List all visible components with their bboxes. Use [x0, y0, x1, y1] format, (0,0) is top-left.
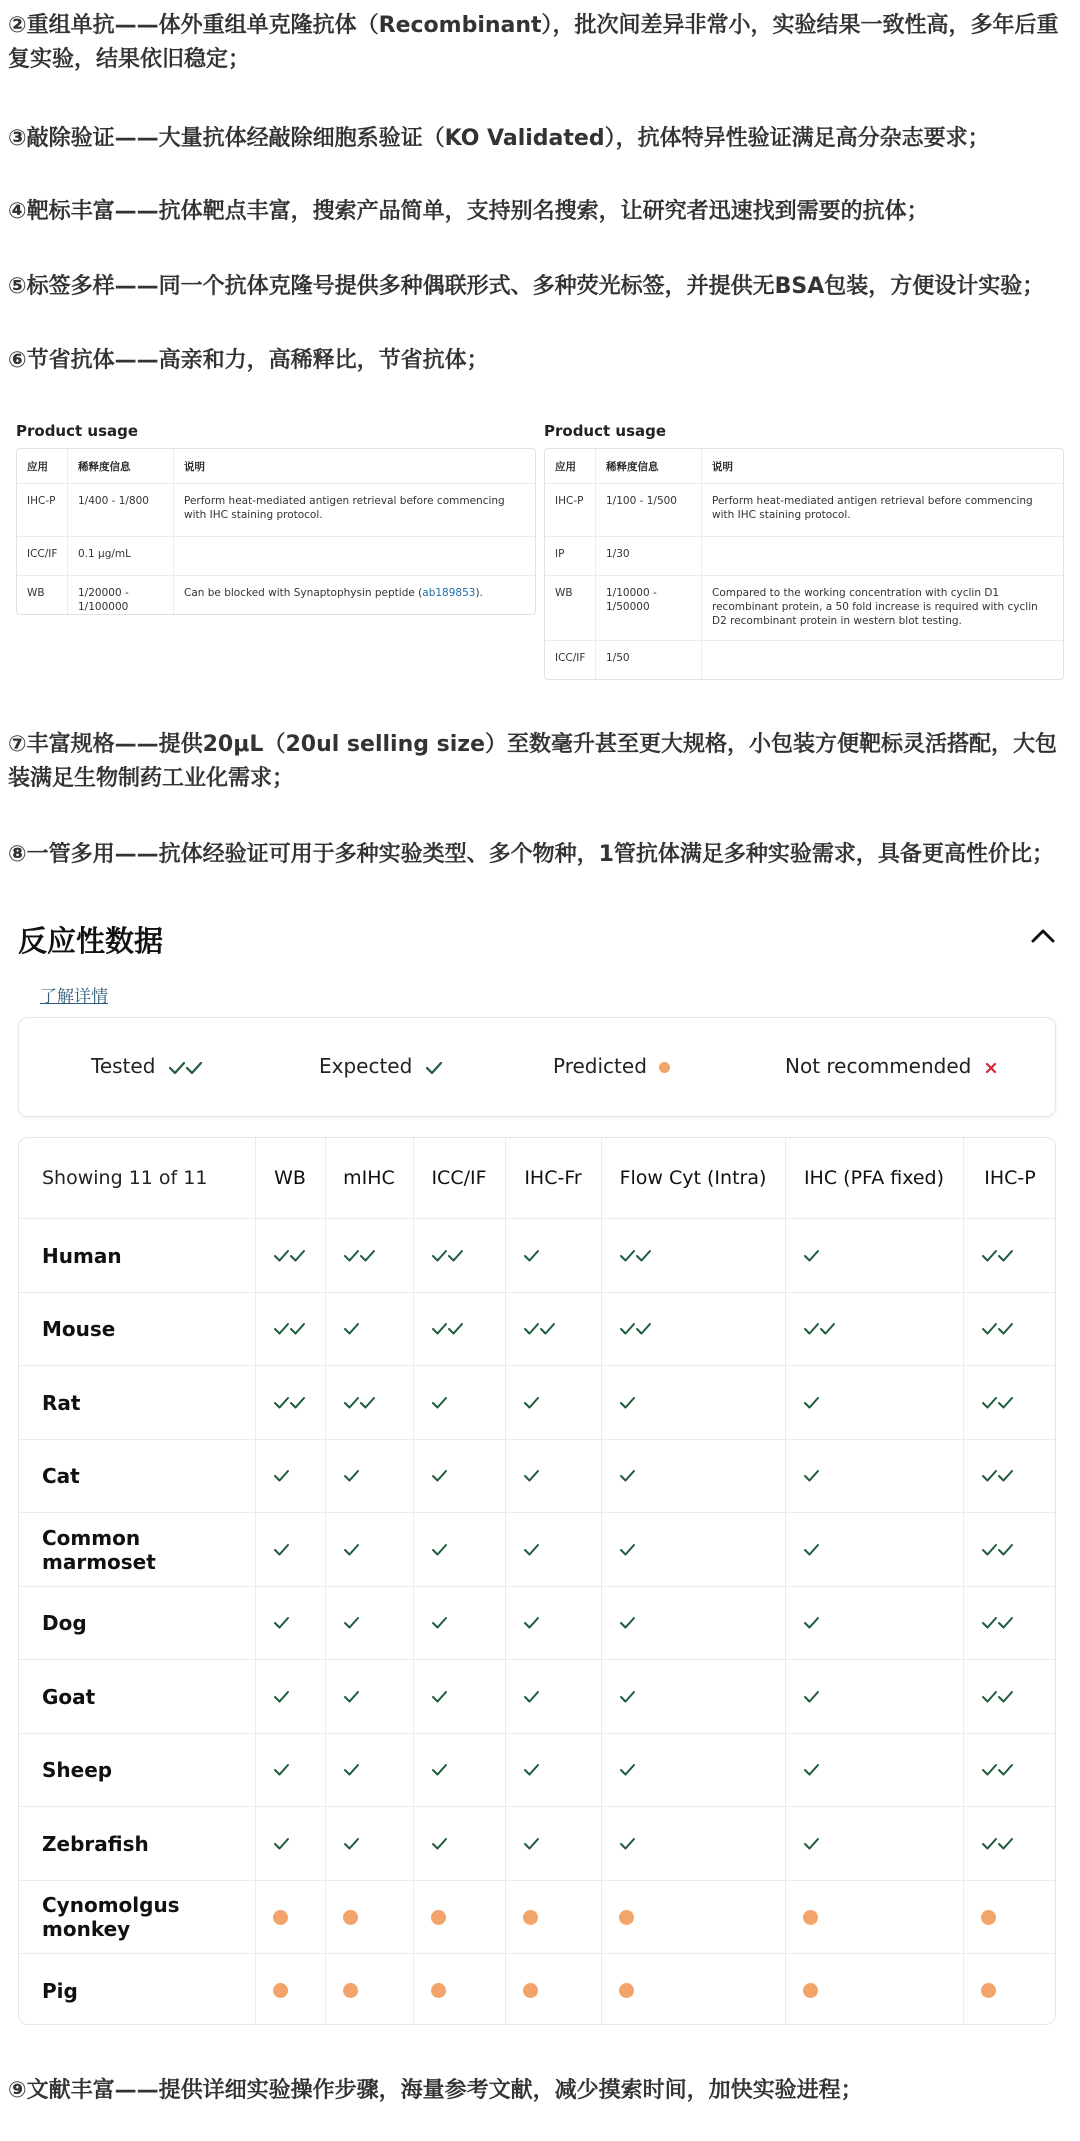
check-icon	[803, 1366, 963, 1440]
legend-label: Expected	[319, 1054, 413, 1078]
cell-note	[173, 537, 535, 575]
check-icon	[431, 1513, 505, 1587]
double-check-icon	[803, 1293, 963, 1367]
check-icon	[273, 1734, 325, 1808]
double-check-icon	[981, 1807, 1056, 1881]
cell-app: WB	[27, 587, 45, 599]
table-row	[17, 536, 535, 575]
feature-tags: ⑤标签多样——同一个抗体克隆号提供多种偶联形式、多种荧光标签，并提供无BSA包装，方便设计实验；	[8, 274, 1045, 299]
check-icon	[343, 1807, 413, 1881]
chevron-up-icon[interactable]	[1030, 926, 1056, 946]
check-icon	[431, 1587, 505, 1661]
feature-targets: ④靶标丰富——抗体靶点丰富，搜索产品简单，支持别名搜索，让研究者迅速找到需要的抗体；	[8, 199, 929, 224]
table-row	[19, 1365, 1055, 1440]
predicted-dot-icon	[981, 1954, 1056, 2025]
check-icon	[343, 1513, 413, 1587]
feature-ko-validated: ③敲除验证——大量抗体经敲除细胞系验证（KO Validated），抗体特异性验证满足高分杂志要求；	[8, 126, 990, 151]
header-application: 应用	[555, 461, 576, 473]
check-icon	[343, 1293, 413, 1367]
check-icon	[803, 1734, 963, 1808]
check-icon	[343, 1660, 413, 1734]
table-row	[17, 575, 535, 614]
cell-dilution: 1/20000 - 1/100000	[67, 576, 173, 614]
check-icon	[431, 1734, 505, 1808]
predicted-dot-icon	[803, 1881, 963, 1955]
peptide-link[interactable]: ab189853	[422, 587, 476, 599]
legend-label: Predicted	[553, 1054, 647, 1078]
double-check-icon	[981, 1219, 1056, 1293]
table-row	[19, 1733, 1055, 1808]
cell-app: ICC/IF	[27, 548, 58, 560]
predicted-dot-icon	[273, 1954, 325, 2025]
check-icon	[273, 1587, 325, 1661]
predicted-dot-icon	[523, 1954, 601, 2025]
cell-dilution: 1/400 - 1/800	[67, 484, 173, 536]
cell-app: IP	[555, 548, 565, 560]
cell-app: WB	[555, 587, 573, 599]
note-text: ).	[475, 587, 483, 599]
cell-app: IHC-P	[27, 495, 56, 507]
check-icon	[523, 1587, 601, 1661]
check-icon	[343, 1440, 413, 1514]
check-icon	[523, 1366, 601, 1440]
check-icon	[425, 1060, 443, 1076]
product-usage-title: Product usage	[544, 422, 667, 440]
double-check-icon	[168, 1060, 204, 1076]
product-usage-title: Product usage	[16, 422, 139, 440]
double-check-icon	[343, 1366, 413, 1440]
column-header: IHC-Fr	[524, 1167, 582, 1189]
note-text: Can be blocked with Synaptophysin peptide (	[184, 587, 423, 599]
learn-more-link[interactable]: 了解详情	[40, 987, 108, 1007]
predicted-dot-icon	[343, 1954, 413, 2025]
reactivity-legend	[18, 1017, 1056, 1117]
species-name: Human	[42, 1243, 122, 1268]
cell-note	[701, 641, 1063, 679]
check-icon	[431, 1807, 505, 1881]
double-check-icon	[273, 1366, 325, 1440]
double-check-icon	[619, 1219, 785, 1293]
legend-label: Not recommended	[785, 1054, 972, 1078]
species-name: Sheep	[42, 1758, 113, 1783]
double-check-icon	[981, 1587, 1056, 1661]
check-icon	[273, 1660, 325, 1734]
column-header: ICC/IF	[431, 1167, 487, 1189]
check-icon	[431, 1366, 505, 1440]
species-name: Rat	[42, 1390, 81, 1415]
check-icon	[803, 1219, 963, 1293]
legend-label: Tested	[91, 1054, 156, 1078]
check-icon	[803, 1807, 963, 1881]
feature-literature: ⑨文献丰富——提供详细实验操作步骤，海量参考文献，减少摸索时间，加快实验进程；	[8, 2078, 863, 2103]
double-check-icon	[981, 1440, 1056, 1514]
legend-not-recommended	[785, 1054, 998, 1078]
product-usage-left	[16, 422, 536, 615]
cell-dilution: 1/50	[595, 641, 701, 679]
table-row	[545, 575, 1063, 640]
check-icon	[523, 1807, 601, 1881]
predicted-dot-icon	[619, 1881, 785, 1955]
check-icon	[431, 1440, 505, 1514]
check-icon	[273, 1440, 325, 1514]
double-check-icon	[273, 1293, 325, 1367]
check-icon	[343, 1734, 413, 1808]
double-check-icon	[523, 1293, 601, 1367]
header-dilution: 稀释度信息	[67, 449, 173, 483]
legend-predicted	[553, 1054, 670, 1078]
double-check-icon	[431, 1293, 505, 1367]
header-notes: 说明	[173, 449, 535, 483]
check-icon	[523, 1513, 601, 1587]
table-row	[17, 483, 535, 536]
check-icon	[619, 1807, 785, 1881]
check-icon	[523, 1219, 601, 1293]
reactivity-table	[18, 1137, 1056, 2025]
predicted-dot-icon	[273, 1881, 325, 1955]
double-check-icon	[273, 1219, 325, 1293]
table-row	[545, 640, 1063, 679]
table-row	[19, 1806, 1055, 1881]
species-name: Cat	[42, 1464, 80, 1489]
double-check-icon	[981, 1293, 1056, 1367]
cell-note: Perform heat-mediated antigen retrieval before commencing with IHC staining protocol.	[701, 484, 1063, 536]
table-row	[545, 483, 1063, 536]
double-check-icon	[619, 1293, 785, 1367]
double-check-icon	[981, 1513, 1056, 1587]
predicted-dot-icon	[523, 1881, 601, 1955]
showing-count: Showing 11 of 11	[42, 1167, 208, 1189]
check-icon	[523, 1660, 601, 1734]
double-check-icon	[343, 1219, 413, 1293]
check-icon	[619, 1734, 785, 1808]
legend-tested	[91, 1054, 204, 1078]
cell-dilution: 1/10000 - 1/50000	[595, 576, 701, 640]
column-header: IHC-P	[984, 1167, 1036, 1189]
column-header: mIHC	[343, 1167, 395, 1189]
table-row	[19, 1659, 1055, 1734]
product-usage-table	[16, 448, 536, 615]
check-icon	[343, 1587, 413, 1661]
product-usage-table	[544, 448, 1064, 680]
table-header-row	[19, 1138, 1055, 1218]
check-icon	[273, 1807, 325, 1881]
species-name: Goat	[42, 1684, 96, 1709]
check-icon	[619, 1660, 785, 1734]
cell-dilution: 1/100 - 1/500	[595, 484, 701, 536]
check-icon	[619, 1366, 785, 1440]
check-icon	[523, 1734, 601, 1808]
predicted-dot-icon	[981, 1881, 1056, 1955]
column-header: WB	[274, 1167, 306, 1189]
check-icon	[273, 1513, 325, 1587]
check-icon	[803, 1440, 963, 1514]
cell-note	[701, 537, 1063, 575]
predicted-dot-icon	[343, 1881, 413, 1955]
feature-multi-use: ⑧一管多用——抗体经验证可用于多种实验类型、多个物种，1管抗体满足多种实验需求，具备更高性价比；	[8, 842, 1054, 867]
predicted-dot-icon	[619, 1954, 785, 2025]
check-icon	[523, 1440, 601, 1514]
cell-dilution: 1/30	[595, 537, 701, 575]
check-icon	[803, 1587, 963, 1661]
table-row	[19, 1218, 1055, 1293]
header-notes: 说明	[701, 449, 1063, 483]
header-application: 应用	[27, 461, 48, 473]
table-row	[545, 536, 1063, 575]
species-name: Zebrafish	[42, 1831, 149, 1856]
reactivity-title: 反应性数据	[18, 924, 164, 958]
species-name: Common marmoset	[42, 1525, 156, 1574]
table-row	[19, 1880, 1055, 1955]
check-icon	[619, 1513, 785, 1587]
feature-sizes: ⑦丰富规格——提供20μL（20ul selling size）至数毫升甚至更大规格，小包装方便靶标灵活搭配，大包装满足生物制药工业化需求；	[8, 732, 1057, 791]
table-header-row	[17, 449, 535, 483]
predicted-dot-icon	[431, 1954, 505, 2025]
cell-app: IHC-P	[555, 495, 584, 507]
product-usage-right	[544, 422, 1064, 680]
cross-icon	[984, 1061, 998, 1075]
species-name: Pig	[42, 1978, 78, 2003]
table-row	[19, 1586, 1055, 1661]
predicted-dot-icon	[659, 1062, 670, 1073]
double-check-icon	[431, 1219, 505, 1293]
species-name: Mouse	[42, 1317, 116, 1342]
table-row	[19, 1512, 1055, 1587]
double-check-icon	[981, 1366, 1056, 1440]
table-row	[19, 1953, 1055, 2025]
table-header-row	[545, 449, 1063, 483]
cell-note: Compared to the working concentration with cyclin D1 recombinant protein, a 50 fold increase is required with cyclin D2 recombinant protein in western blot testing.	[701, 576, 1063, 640]
check-icon	[619, 1440, 785, 1514]
species-name: Dog	[42, 1611, 87, 1636]
check-icon	[803, 1660, 963, 1734]
check-icon	[803, 1513, 963, 1587]
predicted-dot-icon	[803, 1954, 963, 2025]
cell-note: Perform heat-mediated antigen retrieval before commencing with IHC staining protocol.	[173, 484, 535, 536]
cell-dilution: 0.1 μg/mL	[67, 537, 173, 575]
header-dilution: 稀释度信息	[595, 449, 701, 483]
feature-recombinant: ②重组单抗——体外重组单克隆抗体（Recombinant），批次间差异非常小，实验结果一致性高，多年后重复实验，结果依旧稳定；	[8, 13, 1059, 72]
feature-save-antibody: ⑥节省抗体——高亲和力，高稀释比，节省抗体；	[8, 348, 489, 373]
check-icon	[431, 1660, 505, 1734]
check-icon	[619, 1587, 785, 1661]
predicted-dot-icon	[431, 1881, 505, 1955]
column-header: IHC (PFA fixed)	[803, 1167, 945, 1189]
double-check-icon	[981, 1734, 1056, 1808]
table-row	[19, 1292, 1055, 1367]
cell-app: ICC/IF	[555, 652, 586, 664]
legend-expected	[319, 1054, 443, 1078]
double-check-icon	[981, 1660, 1056, 1734]
table-row	[19, 1439, 1055, 1514]
column-header: Flow Cyt (Intra)	[619, 1167, 767, 1189]
cell-note	[173, 576, 535, 614]
species-name: Cynomolgus monkey	[42, 1893, 180, 1942]
